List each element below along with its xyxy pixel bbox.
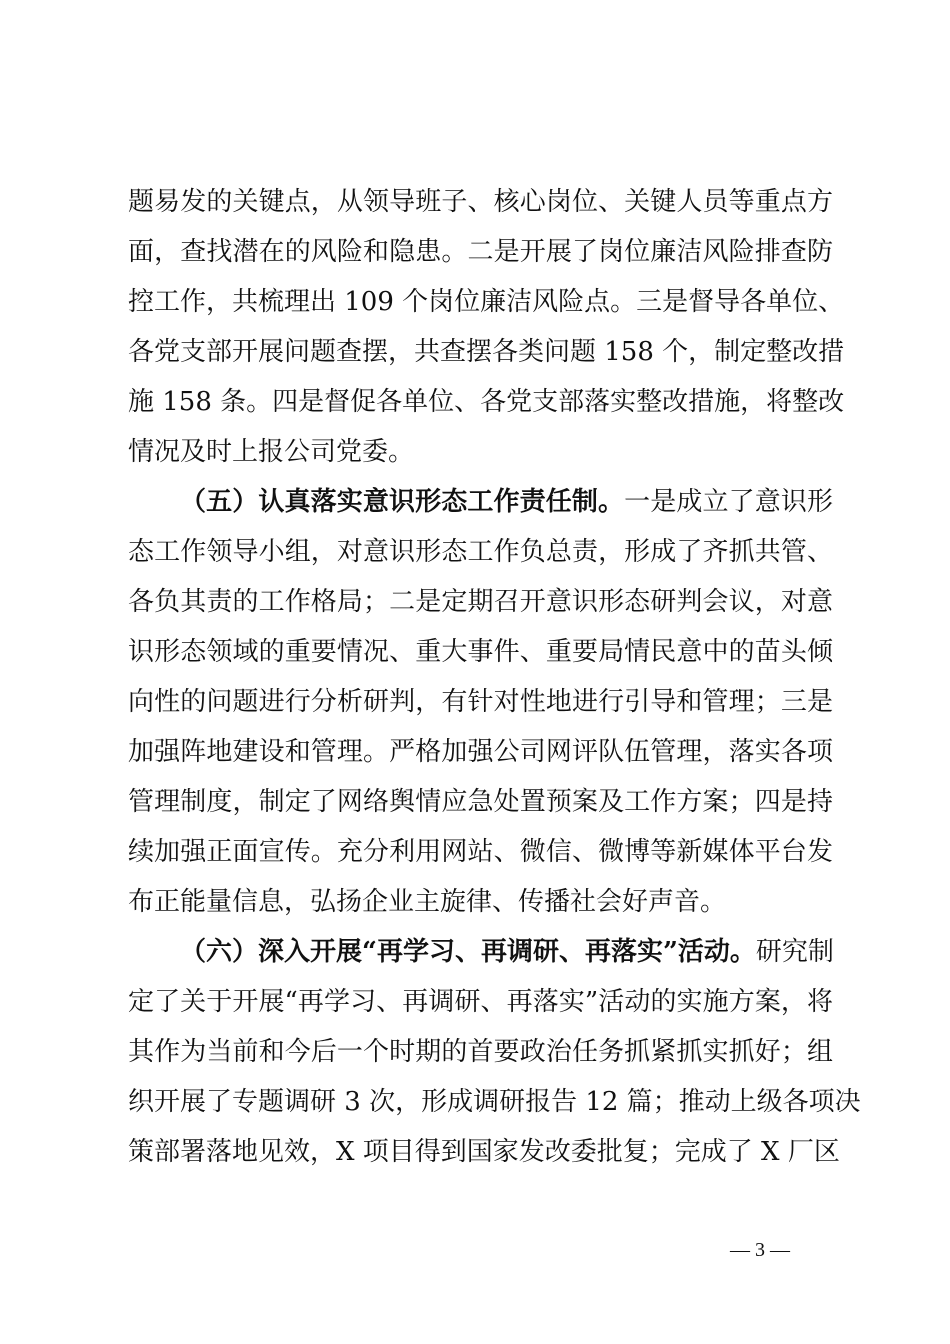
paragraph-study-activity bbox=[128, 927, 861, 1177]
text-line: 其作为当前和今后一个时期的首要政治任务抓紧抓实抓好；组 bbox=[128, 1037, 833, 1067]
text-line: 态工作领导小组，对意识形态工作负总责，形成了齐抓共管、 bbox=[128, 537, 833, 567]
text-line: 织开展了专题调研 3 次，形成调研报告 12 篇；推动上级各项决 bbox=[128, 1087, 861, 1117]
text-line: 定了关于开展“再学习、再调研、再落实”活动的实施方案，将 bbox=[128, 987, 833, 1017]
text-line: 各负其责的工作格局；二是定期召开意识形态研判会议，对意 bbox=[128, 587, 833, 617]
text-line: 控工作，共梳理出 109 个岗位廉洁风险点。三是督导各单位、 bbox=[128, 287, 845, 317]
paragraph-first-line bbox=[128, 477, 833, 527]
text-line: 管理制度，制定了网络舆情应急处置预案及工作方案；四是持 bbox=[128, 787, 833, 817]
text-line: 施 158 条。四是督促各单位、各党支部落实整改措施，将整改 bbox=[128, 387, 845, 417]
text-line: 面，查找潜在的风险和隐患。二是开展了岗位廉洁风险排查防 bbox=[128, 237, 833, 267]
text-run: 一是成立了意识形 bbox=[624, 487, 833, 517]
text-line: 策部署落地见效，X 项目得到国家发改委批复；完成了 X 厂区 bbox=[128, 1137, 840, 1167]
text-line: 续加强正面宣传。充分利用网站、微信、微博等新媒体平台发 bbox=[128, 837, 833, 867]
text-line: 情况及时上报公司党委。 bbox=[128, 437, 415, 467]
body-text bbox=[128, 177, 861, 1177]
text-line: 加强阵地建设和管理。严格加强公司网评队伍管理，落实各项 bbox=[128, 737, 833, 767]
paragraph-first-line bbox=[128, 927, 833, 977]
section-heading: （五）认真落实意识形态工作责任制。 bbox=[180, 487, 625, 517]
text-line: 各党支部开展问题查摆，共查摆各类问题 158 个，制定整改措 bbox=[128, 337, 845, 367]
page-number: — 3 — bbox=[730, 1239, 790, 1261]
text-line: 识形态领域的重要情况、重大事件、重要局情民意中的苗头倾 bbox=[128, 637, 833, 667]
text-line: 布正能量信息，弘扬企业主旋律、传播社会好声音。 bbox=[128, 887, 727, 917]
section-heading: （六）深入开展“再学习、再调研、再落实”活动。 bbox=[180, 937, 756, 967]
text-line: 题易发的关键点，从领导班子、核心岗位、关键人员等重点方 bbox=[128, 187, 833, 217]
text-line: 向性的问题进行分析研判，有针对性地进行引导和管理；三是 bbox=[128, 687, 833, 717]
text-run: 研究制 bbox=[755, 937, 834, 967]
paragraph-ideology bbox=[128, 477, 833, 927]
paragraph-risk-control bbox=[128, 177, 845, 477]
